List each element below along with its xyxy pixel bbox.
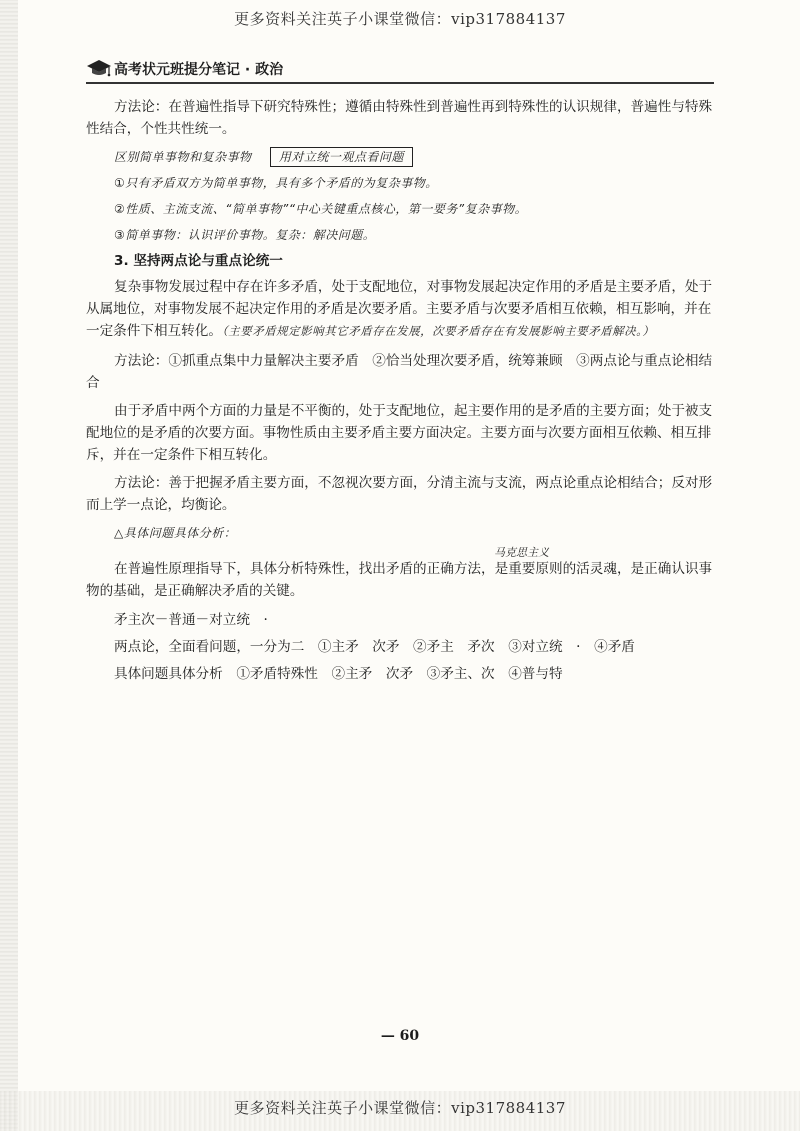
paragraph-contradiction-aspects: 由于矛盾中两个方面的力量是不平衡的，处于支配地位，起主要作用的是矛盾的主要方面；处于被支配地位的是矛盾的次要方面。事物性质由主要矛盾主要方面决定。主要方面与次要方面相互依赖、相互排斥，并在一定条件下相互转化。	[86, 403, 713, 463]
page-body	[86, 96, 718, 689]
handwritten-note-4: ③简单事物：认识评价事物。复杂：解决问题。	[114, 228, 376, 242]
summary-line-1: 矛主次－普通－对立统 ·	[114, 612, 268, 628]
handwritten-text: 区别简单事物和复杂事物	[114, 150, 252, 164]
handwritten-annotation: 马克思主义	[494, 546, 549, 559]
specific-analysis-block	[86, 546, 718, 602]
paragraph-methodology-1: 方法论：在普遍性指导下研究特殊性；遵循由特殊性到普遍性再到特殊性的认识规律，普遍性与特殊性结合，个性共性统一。	[86, 99, 713, 137]
paragraph-methodology-2: 方法论：①抓重点集中力量解决主要矛盾 ②恰当处理次要矛盾，统筹兼顾 ③两点论与重点论相结合	[86, 353, 713, 391]
boxed-note: 用对立统一观点看问题	[270, 147, 413, 167]
handwritten-note-1	[86, 146, 718, 168]
paragraph-text: 复杂事物发展过程中存在许多矛盾，处于支配地位，对事物发展起决定作用的矛盾是主要矛盾，处于从属地位，对事物发展不起决定作用的矛盾是次要矛盾。主要矛盾与次要矛盾相互依赖，相互影响，并在一定条件下相互转化。	[86, 279, 713, 339]
section-heading: 3. 坚持两点论与重点论统一	[114, 253, 283, 269]
handwritten-note-3: ②性质、主流支流、“简单事物”“中心关键重点核心，第一要务”复杂事物。	[114, 202, 528, 216]
page-number: — 60	[380, 1028, 420, 1044]
handwritten-note-2: ①只有矛盾双方为简单事物，具有多个矛盾的为复杂事物。	[114, 176, 438, 190]
paragraph-methodology-3: 方法论：善于把握矛盾主要方面，不忽视次要方面，分清主流与支流，两点论重点论相结合；反对形而上学一点论，均衡论。	[86, 475, 713, 513]
header-title: 高考状元班提分笔记 · 政治	[114, 62, 284, 78]
watermark-bottom: 更多资料关注英子小课堂微信：vip317884137	[234, 1099, 566, 1117]
paragraph-specific-analysis: 在普遍性原理指导下，具体分析特殊性，找出矛盾的正确方法，是重要原则的活灵魂，是正确认识事物的基础，是正确解决矛盾的关键。	[86, 561, 713, 599]
handwritten-heading: △具体问题具体分析：	[114, 526, 237, 540]
paragraph-main-contradiction	[86, 276, 718, 342]
graduation-cap-icon	[86, 58, 112, 78]
page-header	[86, 58, 726, 80]
watermark-top: 更多资料关注英子小课堂微信：vip317884137	[234, 10, 566, 28]
header-divider	[86, 82, 714, 84]
scan-edge-left	[0, 0, 18, 1131]
summary-line-2: 两点论，全面看问题，一分为二 ①主矛 次矛 ②矛主 矛次 ③对立统 · ④矛盾	[114, 639, 635, 655]
handwritten-inline-note: （主要矛盾规定影响其它矛盾存在发展，次要矛盾存在有发展影响主要矛盾解决。）	[221, 324, 655, 338]
summary-line-3: 具体问题具体分析 ①矛盾特殊性 ②主矛 次矛 ③矛主、次 ④普与特	[114, 666, 563, 682]
